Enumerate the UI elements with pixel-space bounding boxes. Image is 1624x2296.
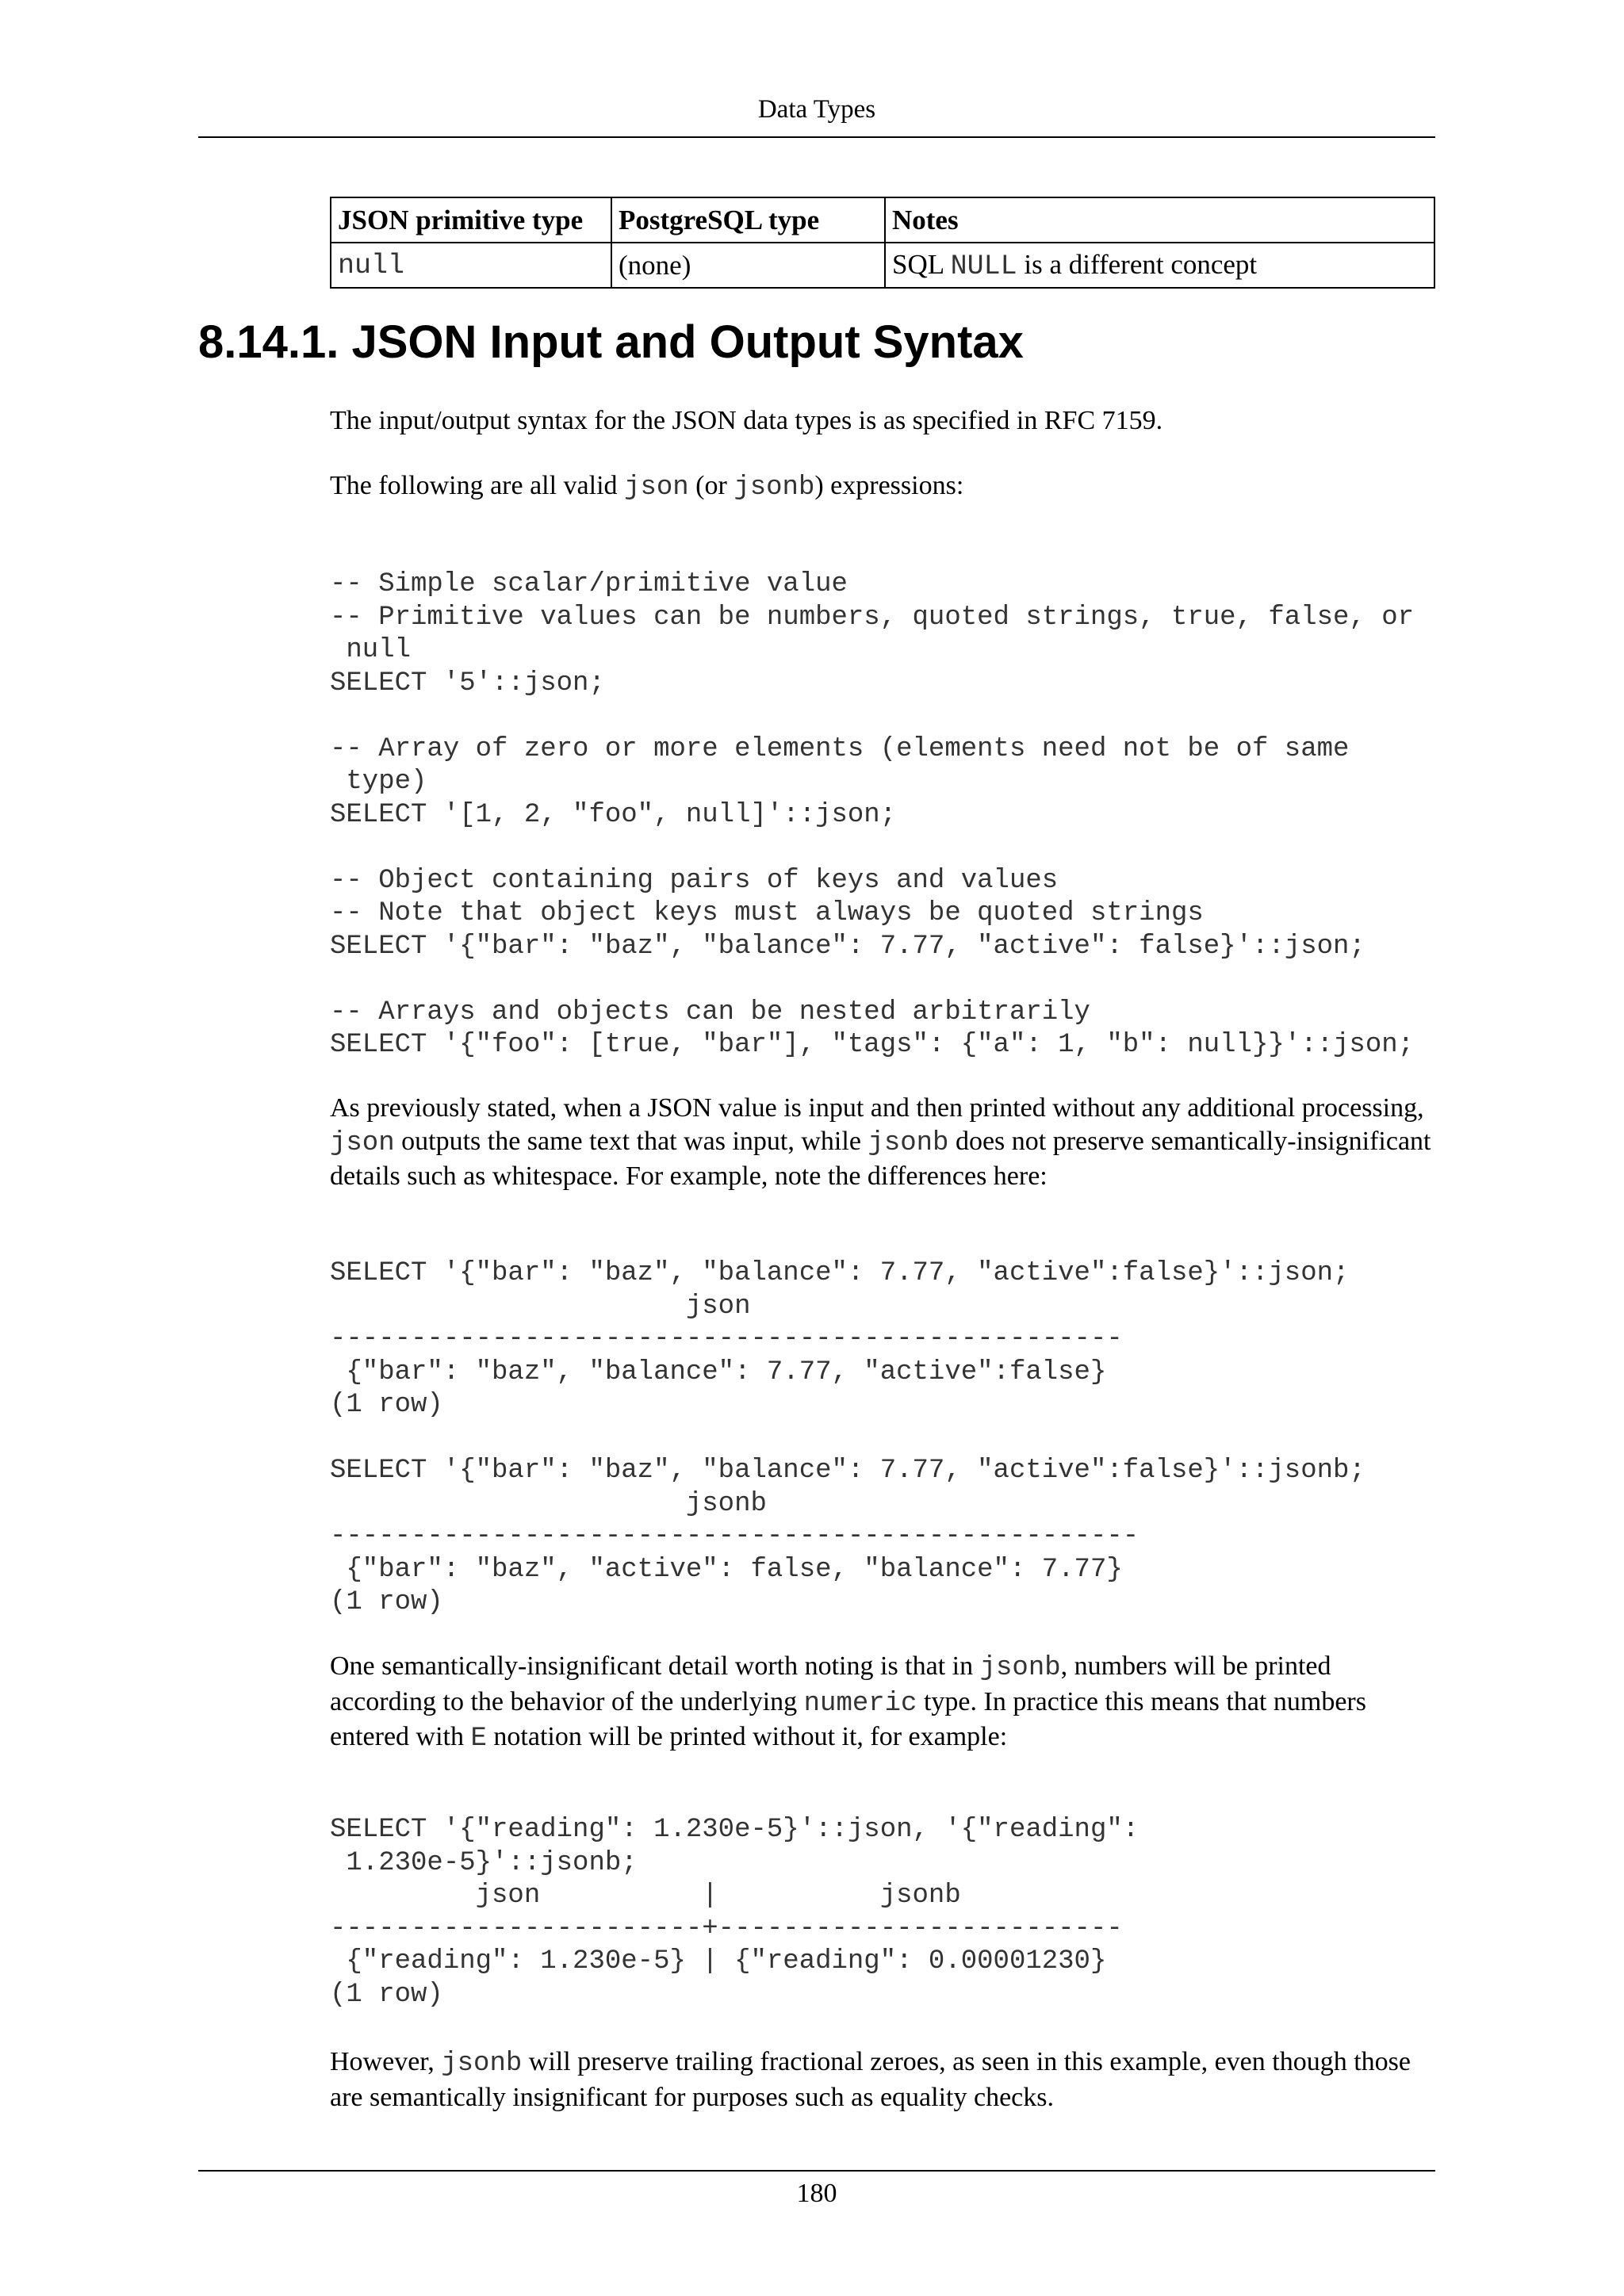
paragraph-json-vs-jsonb	[330, 1092, 1435, 1193]
text: (or	[688, 471, 734, 500]
paragraph-rfc: The input/output syntax for the JSON data types is as specified in RFC 7159.	[330, 406, 1163, 435]
inline-code: jsonb	[868, 1127, 949, 1158]
text: outputs the same text that was input, while	[394, 1126, 868, 1156]
running-header: Data Types	[757, 95, 876, 124]
section-heading: 8.14.1. JSON Input and Output Syntax	[198, 316, 1024, 368]
inline-code: json	[624, 473, 689, 503]
text: does not preserve semantically-insignificant details such as whitespace. For example, note the differences here:	[330, 1126, 1431, 1191]
inline-code: E	[470, 1724, 487, 1754]
code-block-whitespace-difference: SELECT '{"bar": "baz", "balance": 7.77, "active":false}'::json; json ------------------------------------------------- {"bar": "baz", "balance": 7.77, "active":false} (1 row) SELECT '{"bar": "baz", "balance": 7.77, "active":false}'::jsonb; jsonb -------------------------------------------------- {"bar": "baz", "active": false, "balance": 7.77} (1 row)	[330, 1258, 1365, 1617]
column-header: Notes	[885, 197, 1434, 243]
text: One semantically-insignificant detail worth noting is that in	[330, 1651, 980, 1681]
text: ) expressions:	[814, 471, 964, 500]
column-header: PostgreSQL type	[611, 197, 885, 243]
table-row	[331, 243, 1434, 288]
paragraph-trailing-zeroes	[330, 2045, 1435, 2114]
inline-code: NULL	[950, 250, 1017, 282]
code-block-numeric-example: SELECT '{"reading": 1.230e-5}'::json, '{"reading": 1.230e-5}'::jsonb; json | jsonb -----------------------+------------------------- {"reading": 1.230e-5} | {"reading": 0.00001230} (1 row)	[330, 1815, 1139, 2010]
table-cell-pg-type: (none)	[611, 243, 885, 288]
text: will preserve trailing fractional zeroes, as seen in this example, even though those are semantically insignificant for purposes such as equality checks.	[330, 2047, 1411, 2112]
column-header: JSON primitive type	[331, 197, 611, 243]
table-cell-notes	[885, 243, 1434, 288]
inline-code: jsonb	[979, 1653, 1061, 1683]
text: notation will be printed without it, for example:	[486, 1722, 1008, 1751]
text: However,	[330, 2047, 442, 2076]
page-number: 180	[796, 2179, 837, 2208]
text: The following are all valid	[330, 471, 625, 500]
paragraph-valid-expressions	[330, 469, 1435, 505]
table-header-row	[331, 197, 1434, 243]
paragraph-numeric-printing	[330, 1650, 1435, 1756]
inline-code: json	[330, 1127, 395, 1158]
text: type. In practice this means that numbers entered with	[330, 1686, 1366, 1751]
header-rule	[198, 136, 1435, 138]
inline-code: jsonb	[733, 473, 815, 503]
footer-rule	[198, 2170, 1435, 2172]
text: , numbers will be printed according to the behavior of the underlying	[330, 1651, 1331, 1716]
code-block-json-examples: -- Simple scalar/primitive value -- Primitive values can be numbers, quoted strings, true, false, or null SELECT '5'::json; -- Array of zero or more elements (elements need not be of same type) SELECT '[1, 2, "foo", null]'::json; -- Object containing pairs of keys and values -- Note that object keys must always be quoted strings SELECT '{"bar": "baz", "balance": 7.77, "active": false}'::json; -- Arrays and objects can be nested arbitrarily SELECT '{"foo": [true, "bar"], "tags": {"a": 1, "b": null}}'::json;	[330, 569, 1415, 1060]
json-type-table	[330, 197, 1435, 289]
notes-text: SQL	[892, 248, 951, 280]
inline-code: numeric	[803, 1688, 917, 1719]
table-cell-primitive: null	[331, 243, 611, 288]
notes-text: is a different concept	[1017, 248, 1258, 280]
inline-code: jsonb	[441, 2049, 523, 2079]
text: As previously stated, when a JSON value is input and then printed without any additional processing,	[330, 1093, 1424, 1123]
